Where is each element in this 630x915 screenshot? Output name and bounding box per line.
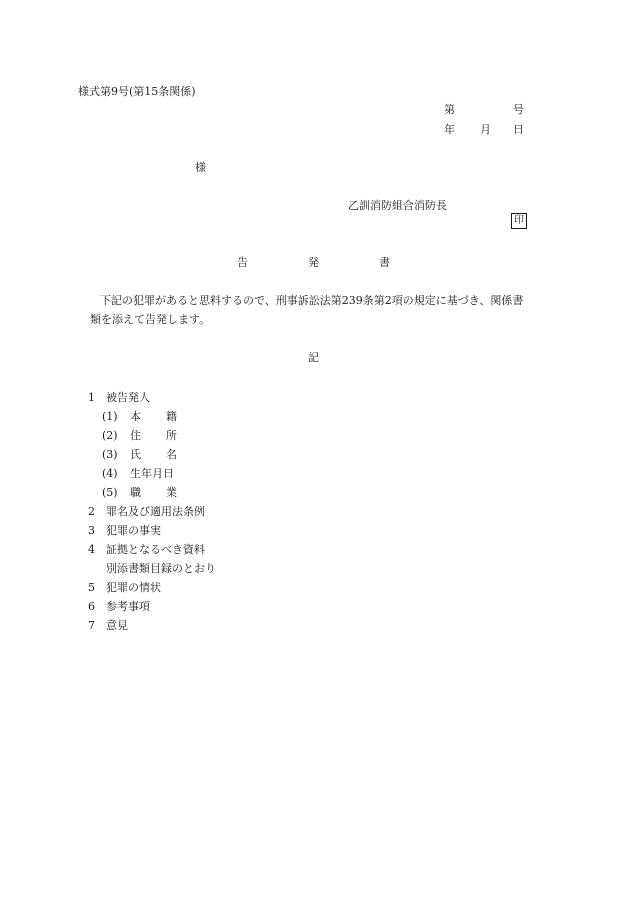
doc-number-prefix: 第 — [444, 103, 455, 116]
date-year: 年 — [444, 123, 455, 136]
body-line-2: 類を添えて告発します。 — [90, 313, 211, 326]
sub-item-number: (5) — [102, 486, 118, 499]
item-number: 7 — [88, 619, 95, 632]
sender-name: 乙訓消防組合消防長 — [348, 199, 447, 212]
sub-item-number: (2) — [102, 429, 118, 442]
sub-item-label: 氏 — [130, 448, 141, 461]
item-number: 3 — [88, 524, 95, 537]
item-number: 1 — [88, 391, 95, 404]
sub-item-label: 住 — [130, 429, 141, 442]
item-number: 6 — [88, 600, 95, 613]
item-label: 証拠となるべき資料 — [106, 543, 205, 556]
sub-item-label-2: 籍 — [166, 410, 177, 423]
sub-item-label-2: 名 — [166, 448, 177, 461]
item-label: 参考事項 — [106, 600, 150, 613]
date-day: 日 — [513, 123, 524, 136]
sub-item-label-2: 業 — [166, 486, 177, 499]
form-number: 様式第9号(第15条関係) — [78, 85, 196, 98]
title-char-1: 告 — [237, 256, 248, 269]
ki-heading: 記 — [308, 351, 319, 364]
item-number: 5 — [88, 581, 95, 594]
item-note: 別添書類目録のとおり — [106, 562, 216, 575]
sub-item-number: (3) — [102, 448, 118, 461]
sub-item-label-2: 所 — [166, 429, 177, 442]
title-char-2: 発 — [308, 256, 319, 269]
item-number: 4 — [88, 543, 95, 556]
addressee-suffix: 様 — [195, 161, 206, 174]
item-number: 2 — [88, 505, 95, 518]
item-label: 犯罪の事実 — [106, 524, 161, 537]
doc-number-suffix: 号 — [513, 103, 524, 116]
date-month: 月 — [480, 123, 491, 136]
sub-item-label: 本 — [130, 410, 141, 423]
sub-item-label: 生年月日 — [130, 467, 174, 480]
title-char-3: 書 — [379, 256, 390, 269]
seal-mark: 印 — [511, 213, 527, 229]
item-label: 被告発人 — [106, 391, 150, 404]
sub-item-label: 職 — [130, 486, 141, 499]
body-line-1: 下記の犯罪があると思料するので、刑事訴訟法第239条第2項の規定に基づき、関係書 — [100, 294, 524, 307]
item-label: 罪名及び適用法条例 — [106, 505, 205, 518]
sub-item-number: (4) — [102, 467, 118, 480]
sub-item-number: (1) — [102, 410, 118, 423]
item-label: 犯罪の情状 — [106, 581, 161, 594]
item-label: 意見 — [106, 619, 128, 632]
